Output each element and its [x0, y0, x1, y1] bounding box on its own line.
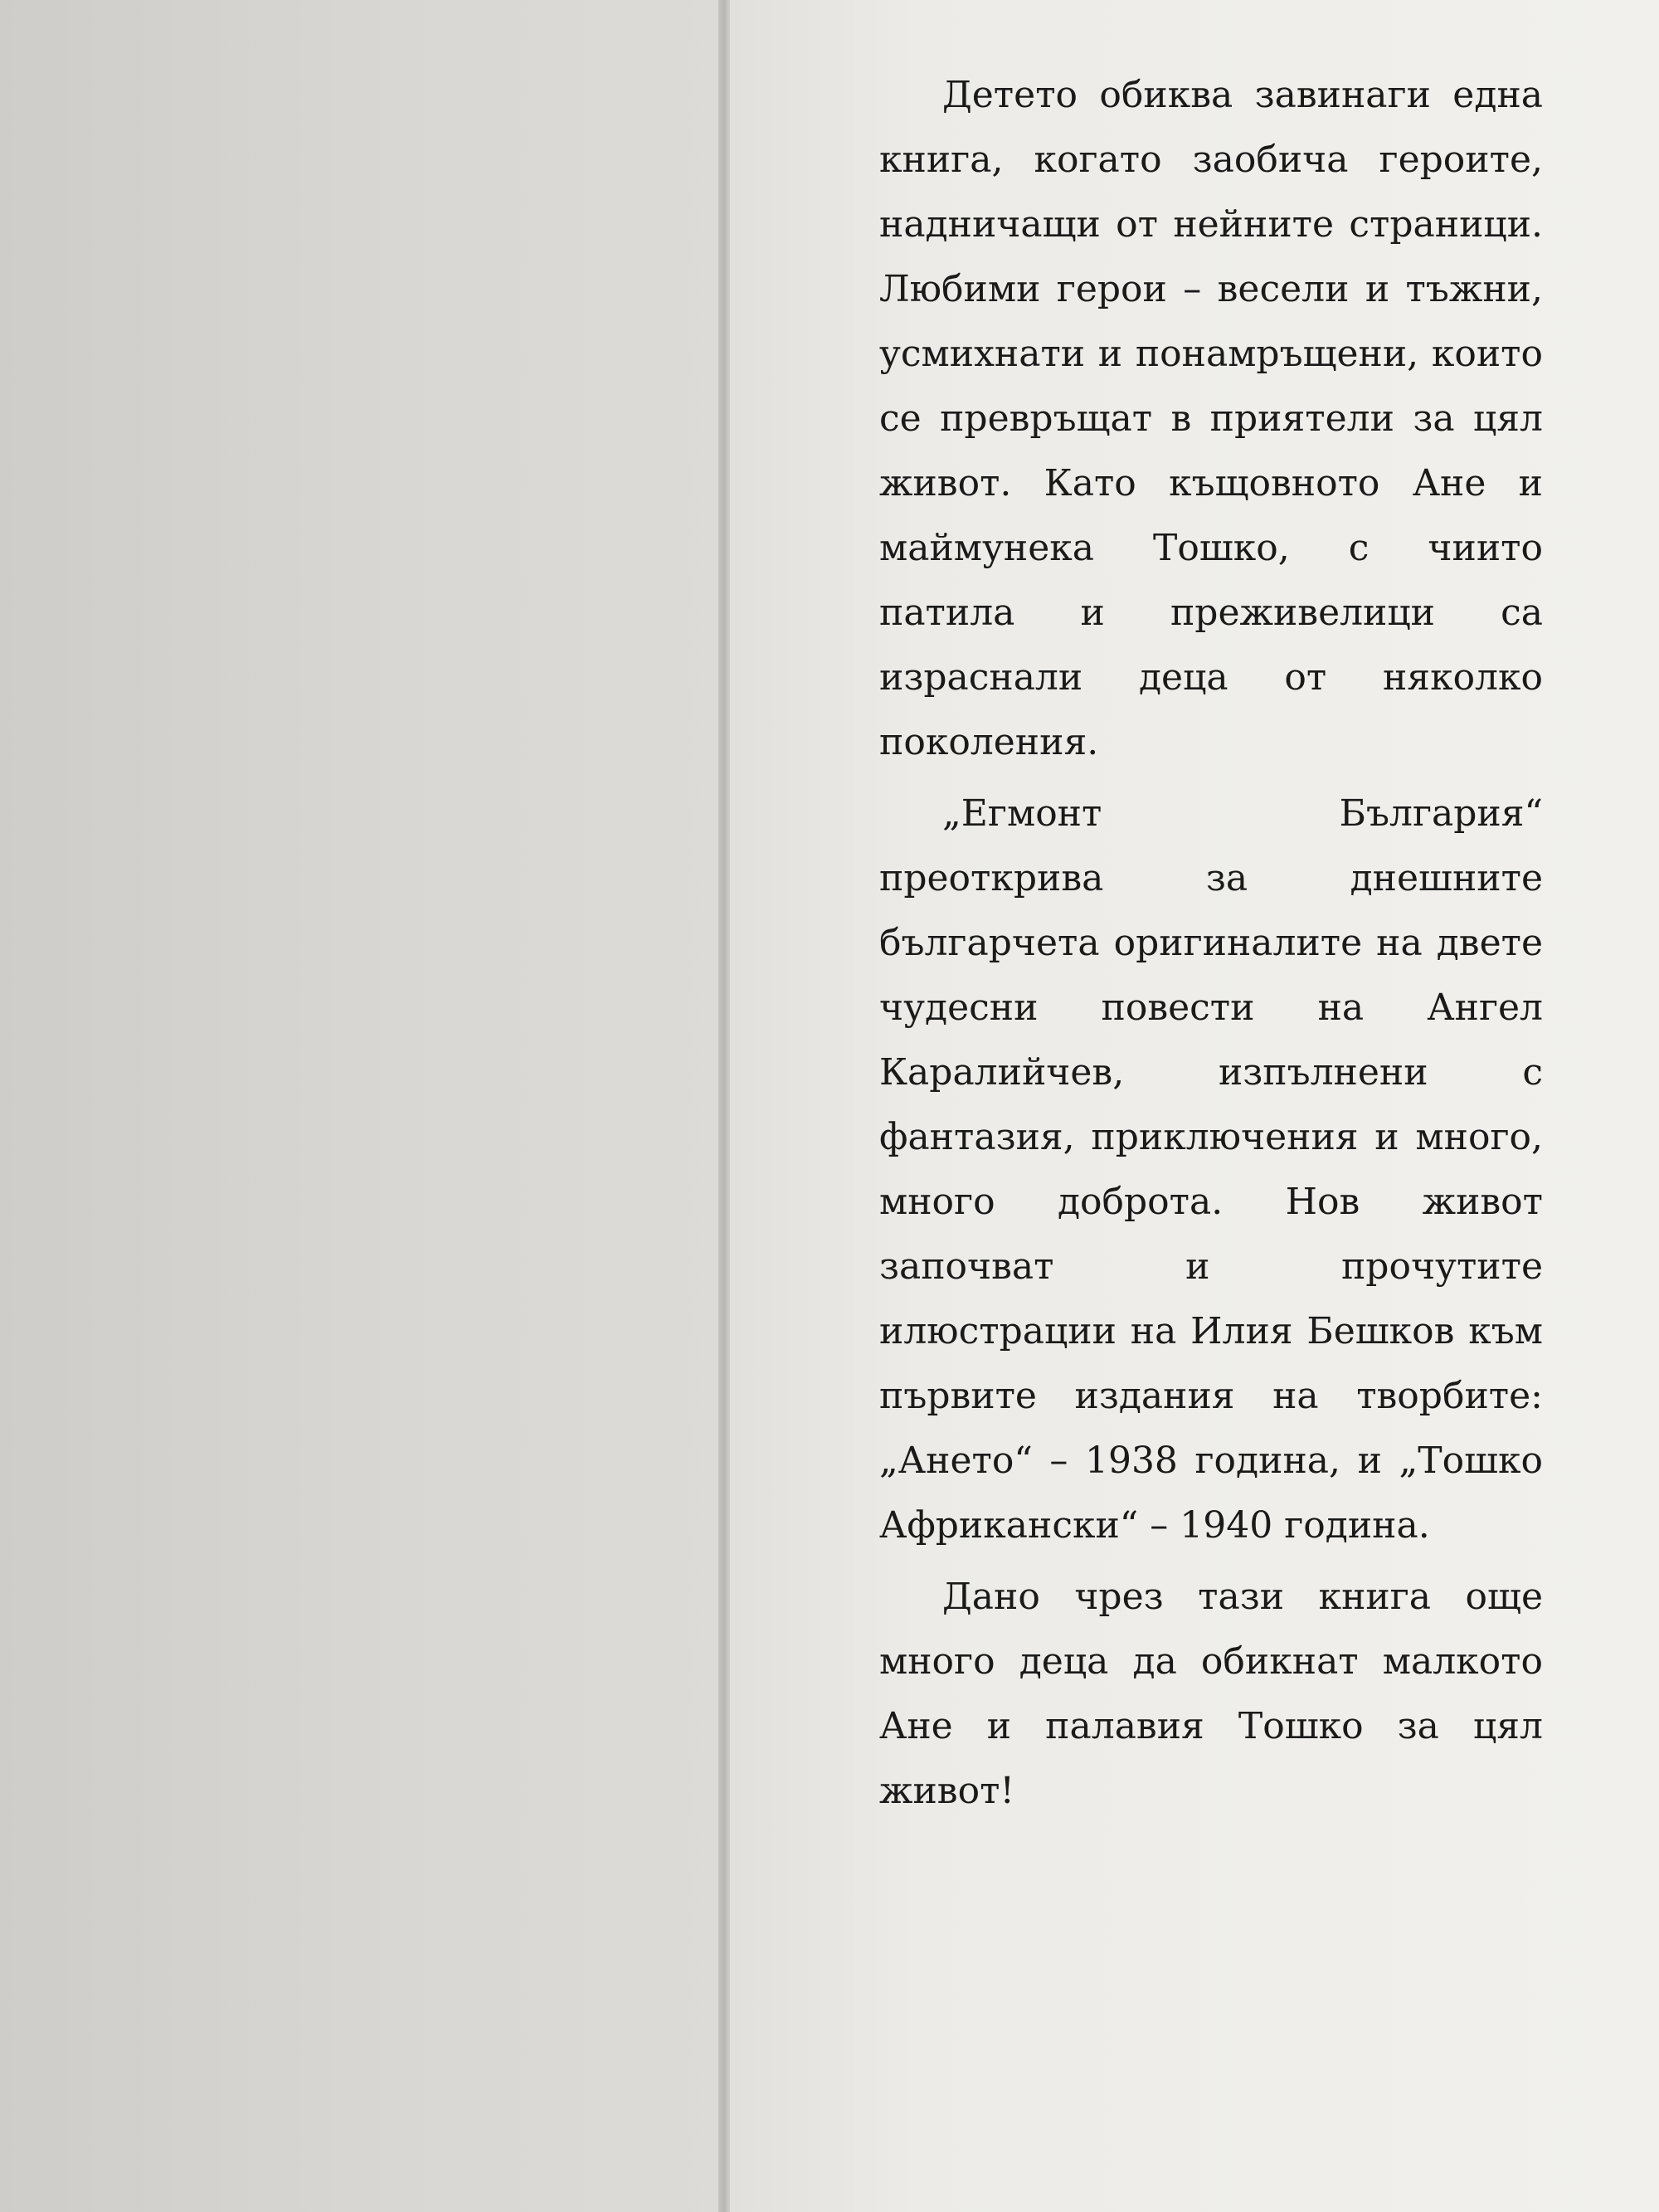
- paragraph-publisher: „Егмонт България“ преоткрива за днешните българчета оригиналите на двете чудесни повести на Ангел Каралийчев, изпълнени с фантазия, приключения и много, много доброта. Нов живот започват и прочутите илюстрации на Илия Бешков към първите издания на творбите: „Ането“ – 1938 година, и „Тошко Африкански“ – 1940 година.: [879, 792, 1543, 1547]
- left-blank-page: [0, 0, 723, 2212]
- paragraph-wish: Дано чрез тази книга още много деца да обикнат малкото Ане и палавия Тошко за цял живот!: [879, 1576, 1543, 1812]
- book-gutter: [718, 0, 730, 2212]
- paragraph-intro: Детето обиква завинаги една книга, когато заобича героите, надничащи от нейните страници. Любими герои – весели и тъжни, усмихнати и понамръщени, които се превръщат в приятели за цял живот. Като къщовното Ане и маймунека Тошко, с чиито патила и преживелици са израснали деца от няколко поколения.: [879, 74, 1543, 763]
- back-cover-text: [879, 63, 1543, 1830]
